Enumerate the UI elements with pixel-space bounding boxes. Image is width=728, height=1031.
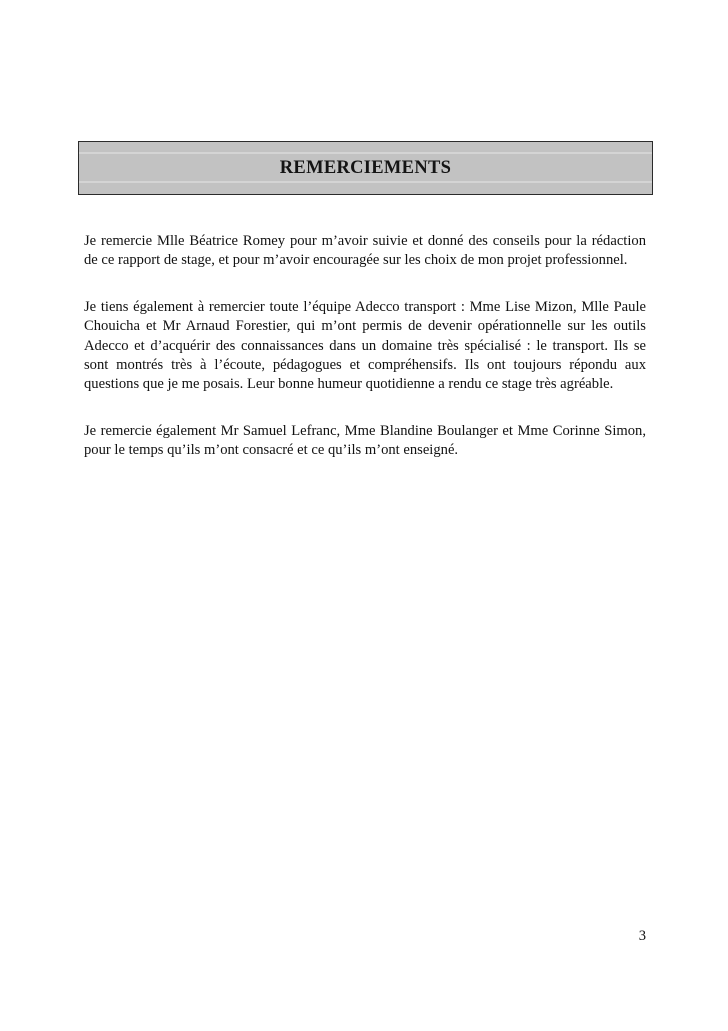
page-number: 3 [638,928,646,944]
page-title: REMERCIEMENTS [279,157,452,178]
document-body [84,232,646,461]
paragraph-acknowledgement-supervisor: Je remercie Mlle Béatrice Romey pour m’avoir suivie et donné des conseils pour la rédaction de ce rapport de stage, et pour m’avoir encouragée sur les choix de mon projet professionnel. [84,233,646,269]
paragraph-acknowledgement-teachers: Je remercie également Mr Samuel Lefranc, Mme Blandine Boulanger et Mme Corinne Simon, pour le temps qu’ils m’ont consacré et ce qu’ils m’ont enseigné. [84,422,646,459]
paragraph-acknowledgement-team: Je tiens également à remercier toute l’équipe Adecco transport : Mme Lise Mizon, Mlle Paule Chouicha et Mr Arnaud Forestier, qui m’ont permis de devenir opérationnelle sur les outils Adecco et d’acquérir des connaissances dans un domaine très spécialisé : le transport. Ils se sont montrés très à l’écoute, pédagogues et compréhensifs. Ils ont toujours répondu aux questions que je me posais. Leur bonne humeur quotidienne a rendu ce stage très agréable. [84,298,646,393]
section-heading-box [78,141,653,195]
